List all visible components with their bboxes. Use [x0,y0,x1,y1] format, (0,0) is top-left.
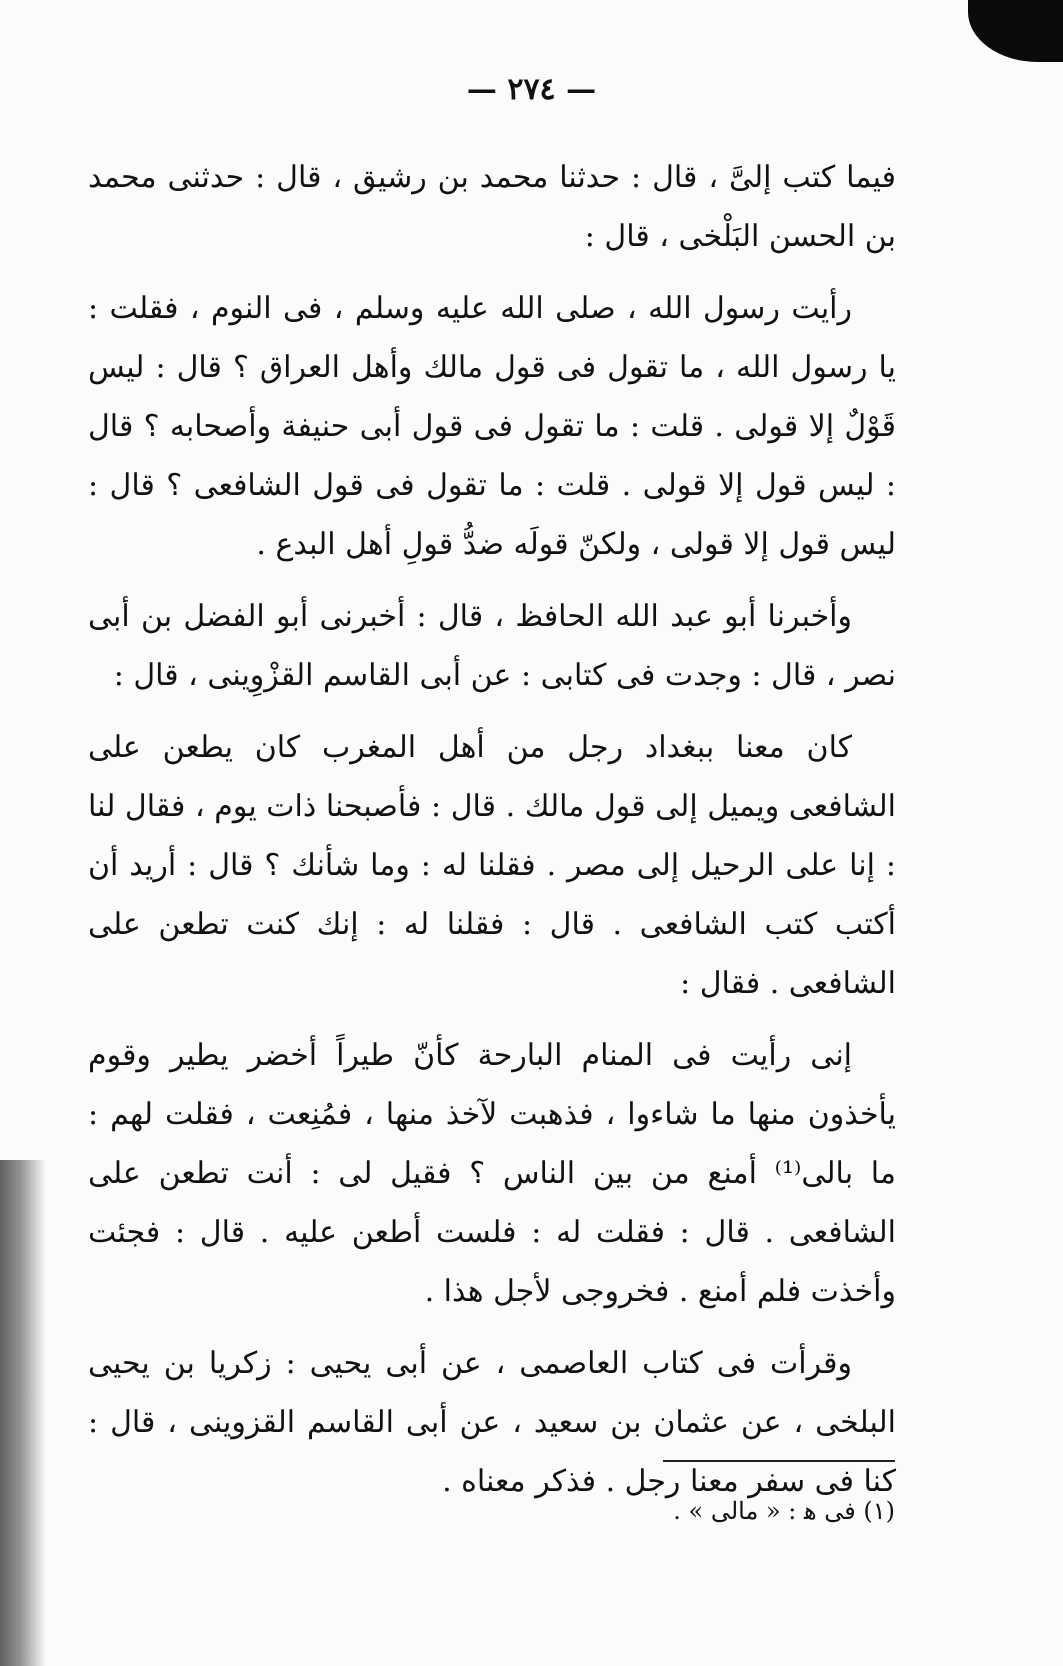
scan-edge-shadow [0,1160,46,1666]
paragraph-6: وقرأت فى كتاب العاصمى ، عن أبى يحيى : زكريا بن يحيى البلخى ، عن عثمان بن سعيد ، عن أبى القاسم القزوينى ، قال : كنا فى سفر معنا رجل . فذكر معناه . [88,1346,896,1499]
paragraph-1: فيما كتب إلىَّ ، قال : حدثنا محمد بن رشيق ، قال : حدثنى محمد بن الحسن البَلْخى ، قال : [88,160,896,254]
page-number: — ٢٧٤ — [466,72,597,107]
footnote-divider [663,1460,895,1462]
paragraph-4: كان معنا ببغداد رجل من أهل المغرب كان يطعن على الشافعى ويميل إلى قول مالك . قال : فأصبحنا ذات يوم ، فقال لنا : إنا على الرحيل إلى مصر . فقلنا له : وما شأنك ؟ قال : أريد أن أكتب كتب الشافعى . قال : فقلنا له : إنك كنت تطعن على الشافعى . فقال : [88,730,896,1001]
paragraph-5: إنى رأيت فى المنام البارحة كأنّ طيراً أخضر يطير وقوم يأخذون منها ما شاءوا ، فذهبت لآخذ منها ، فمُنِعت ، فقلت لهم : ما بالى⁽¹⁾ أمنع من بين الناس ؟ فقيل لى : أنت تطعن على الشافعى . قال : فقلت له : فلست أطعن عليه . قال : فجئت وأخذت فلم أمنع . فخروجى لأجل هذا . [88,1038,896,1309]
paragraph-2: رأيت رسول الله ، صلى الله عليه وسلم ، فى النوم ، فقلت : يا رسول الله ، ما تقول فى قول مالك وأهل العراق ؟ قال : ليس قَوْلٌ إلا قولى . قلت : ما تقول فى قول أبى حنيفة وأصحابه ؟ قال : ليس قول إلا قولى . قلت : ما تقول فى قول الشافعى ؟ قال : ليس قول إلا قولى ، ولكنّ قولَه ضدُّ قولِ أهل البدع . [88,291,896,562]
body-text [88,148,896,1524]
footnote: (١) فى ﻫ : « مالى » . [673,1497,895,1525]
paragraph-3: وأخبرنا أبو عبد الله الحافظ ، قال : أخبرنى أبو الفضل بن أبى نصر ، قال : وجدت فى كتابى : عن أبى القاسم القزْوِينى ، قال : [88,599,896,693]
scan-corner-shadow [968,0,1063,62]
